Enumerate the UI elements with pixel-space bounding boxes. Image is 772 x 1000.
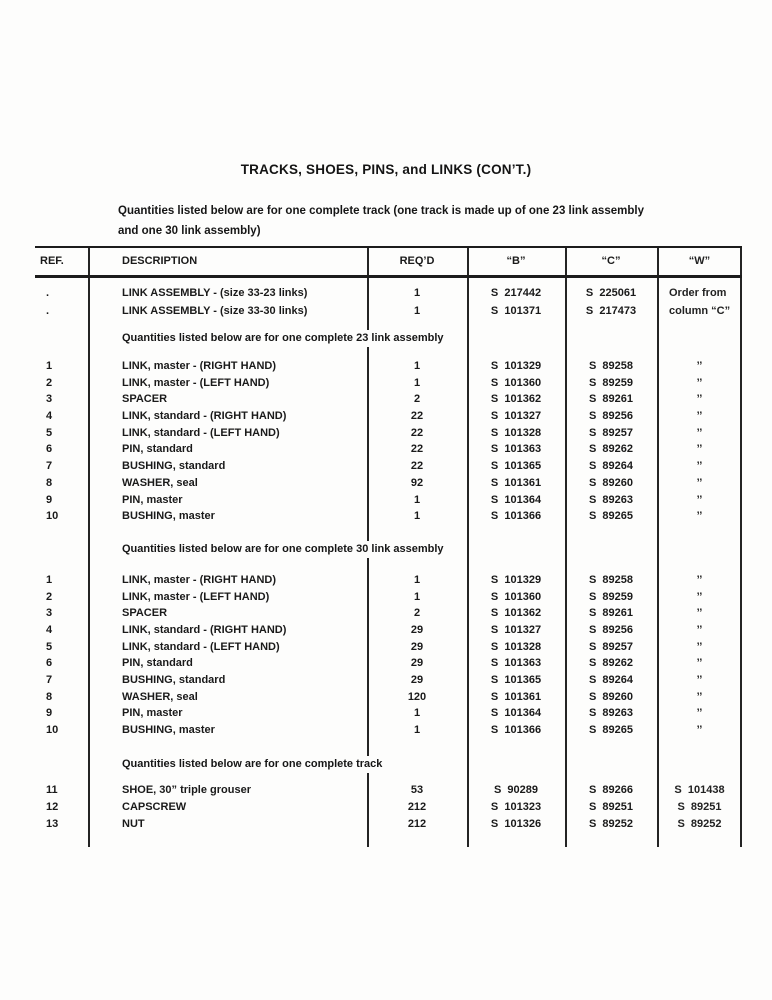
ref-cell: 11 [46, 783, 58, 796]
header-w: “W” [688, 255, 711, 267]
description-cell: LINK, standard - (RIGHT HAND) [122, 410, 287, 423]
description-cell: NUT [122, 817, 145, 830]
w-cell: ’’ [696, 460, 703, 473]
ref-cell: 6 [46, 657, 53, 670]
reqd-cell: 1 [413, 590, 421, 603]
b-cell: S 101329 [490, 360, 542, 372]
w-cell: ’’ [696, 573, 703, 586]
b-cell: S 101327 [490, 623, 542, 636]
w-cell: ’’ [696, 410, 703, 423]
ref-cell: 3 [46, 393, 53, 406]
c-cell: S 89260 [588, 690, 634, 703]
description-cell: LINK, master - (LEFT HAND) [122, 590, 270, 603]
description-cell: PIN, master [122, 707, 183, 720]
w-cell: ’’ [696, 707, 703, 720]
c-cell: S 89259 [588, 376, 634, 389]
description-cell: BUSHING, master [122, 510, 215, 523]
c-cell: S 89258 [588, 360, 634, 372]
table-row [35, 672, 742, 689]
c-cell: S 225061 [585, 287, 637, 299]
c-cell: S 89264 [588, 674, 634, 686]
description-cell: SHOE, 30” triple grouser [122, 783, 251, 796]
reqd-cell: 2 [413, 393, 421, 406]
ref-cell: 9 [46, 707, 53, 720]
b-cell: S 101364 [490, 493, 542, 506]
b-cell: S 101363 [490, 657, 542, 670]
table-row [35, 475, 742, 492]
b-cell: S 101328 [490, 426, 542, 439]
reqd-cell: 212 [407, 800, 427, 813]
table-row [35, 722, 742, 739]
ref-cell: 5 [46, 640, 53, 653]
table-row [35, 425, 742, 442]
ref-cell: 1 [46, 573, 53, 586]
table-row [35, 589, 742, 606]
c-cell: S 89257 [588, 426, 634, 439]
ref-cell: 2 [46, 590, 53, 603]
table-row [35, 391, 742, 408]
w-cell: ’’ [696, 476, 703, 489]
description-cell: LINK ASSEMBLY - (size 33-30 links) [122, 305, 308, 317]
table-row [35, 358, 742, 375]
intro-line-2: and one 30 link assembly) [118, 225, 261, 237]
c-cell: S 89261 [588, 393, 634, 406]
intro-note [118, 201, 678, 241]
description-cell: LINK ASSEMBLY - (size 33-23 links) [122, 287, 308, 299]
c-cell: S 89262 [588, 443, 634, 456]
description-cell: PIN, master [122, 493, 183, 506]
section-heading: Quantities listed below are for one complete 30 link assembly [122, 541, 452, 558]
ref-cell: 10 [46, 510, 59, 523]
ref-cell: . [46, 287, 50, 299]
w-cell: ’’ [696, 640, 703, 653]
w-cell: S 101438 [674, 783, 725, 796]
reqd-cell: 1 [413, 573, 421, 586]
b-cell: S 101361 [490, 690, 542, 703]
description-cell: BUSHING, standard [122, 674, 226, 686]
b-cell: S 101365 [490, 460, 542, 473]
b-cell: S 101366 [490, 510, 542, 523]
description-cell: BUSHING, standard [122, 460, 226, 473]
c-cell: S 89262 [588, 657, 634, 670]
header-c: “C” [601, 255, 621, 267]
ref-cell: . [46, 305, 50, 317]
ref-cell: 12 [46, 800, 59, 813]
header-reqd: REQ’D [399, 255, 435, 267]
table-row [35, 408, 742, 425]
c-cell: S 89257 [588, 640, 634, 653]
reqd-cell: 22 [410, 410, 424, 423]
b-cell: S 101360 [490, 590, 542, 603]
reqd-cell: 22 [410, 460, 424, 473]
description-cell: LINK, master - (LEFT HAND) [122, 376, 270, 389]
reqd-cell: 29 [410, 674, 424, 686]
header-b: “B” [506, 255, 526, 267]
description-cell: CAPSCREW [122, 800, 187, 813]
c-cell: S 89260 [588, 476, 634, 489]
section-heading-row [35, 330, 742, 347]
w-cell: ’’ [696, 590, 703, 603]
reqd-cell: 120 [407, 690, 427, 703]
description-cell: LINK, standard - (RIGHT HAND) [122, 623, 287, 636]
intro-line-1: Quantities listed below are for one complete track (one track is made up of one 23 link assembly [118, 205, 644, 217]
b-cell: S 101364 [490, 707, 542, 720]
ref-cell: 6 [46, 443, 53, 456]
w-cell: ’’ [696, 674, 703, 686]
w-cell: S 89251 [677, 800, 722, 813]
description-cell: WASHER, seal [122, 690, 198, 703]
ref-cell: 5 [46, 426, 53, 439]
ref-cell: 7 [46, 674, 53, 686]
reqd-cell: 22 [410, 443, 424, 456]
header-description: DESCRIPTION [122, 255, 198, 267]
w-cell: ’’ [696, 690, 703, 703]
c-cell: S 89263 [588, 707, 634, 720]
reqd-cell: 29 [410, 623, 424, 636]
c-cell: S 217473 [585, 305, 637, 317]
table-section [35, 330, 742, 525]
reqd-cell: 212 [407, 817, 427, 830]
c-cell: S 89263 [588, 493, 634, 506]
table-row [35, 441, 742, 458]
reqd-cell: 1 [413, 305, 421, 317]
reqd-cell: 53 [410, 783, 424, 796]
description-cell: LINK, standard - (LEFT HAND) [122, 640, 280, 653]
table-body [35, 284, 742, 833]
w-cell: ’’ [696, 493, 703, 506]
table-row [35, 689, 742, 706]
b-cell: S 101365 [490, 674, 542, 686]
reqd-cell: 1 [413, 493, 421, 506]
ref-cell: 10 [46, 724, 59, 737]
ref-cell: 4 [46, 410, 53, 423]
reqd-cell: 92 [410, 476, 424, 489]
reqd-cell: 1 [413, 510, 421, 523]
c-cell: S 89265 [588, 724, 634, 737]
reqd-cell: 1 [413, 376, 421, 389]
w-cell: ’’ [696, 376, 703, 389]
description-cell: PIN, standard [122, 443, 193, 456]
section-heading: Quantities listed below are for one complete 23 link assembly [122, 330, 452, 347]
reqd-cell: 1 [413, 707, 421, 720]
table-row [35, 639, 742, 656]
reqd-cell: 1 [413, 360, 421, 372]
b-cell: S 101360 [490, 376, 542, 389]
c-cell: S 89266 [588, 783, 634, 796]
ref-cell: 8 [46, 690, 53, 703]
w-cell: Order from [669, 287, 727, 299]
table-row [35, 799, 742, 816]
reqd-cell: 22 [410, 426, 424, 439]
ref-cell: 1 [46, 360, 53, 372]
c-cell: S 89261 [588, 607, 634, 620]
description-cell: LINK, standard - (LEFT HAND) [122, 426, 280, 439]
ref-cell: 3 [46, 607, 53, 620]
reqd-cell: 2 [413, 607, 421, 620]
c-cell: S 89251 [588, 800, 634, 813]
table-row [35, 375, 742, 392]
w-cell: ’’ [696, 443, 703, 456]
table-row [35, 302, 742, 320]
section-heading-row [35, 756, 742, 773]
ref-cell: 7 [46, 460, 53, 473]
c-cell: S 89264 [588, 460, 634, 473]
reqd-cell: 29 [410, 657, 424, 670]
table-row [35, 572, 742, 589]
w-cell: ’’ [696, 360, 703, 372]
ref-cell: 13 [46, 817, 59, 830]
ref-cell: 8 [46, 476, 53, 489]
table-row [35, 492, 742, 509]
c-cell: S 89252 [588, 817, 634, 830]
description-cell: SPACER [122, 393, 168, 406]
w-cell: ’’ [696, 393, 703, 406]
b-cell: S 101329 [490, 573, 542, 586]
c-cell: S 89256 [588, 410, 634, 423]
b-cell: S 101323 [490, 800, 542, 813]
table-row [35, 508, 742, 525]
w-cell: S 89252 [677, 817, 722, 830]
b-cell: S 101326 [490, 817, 542, 830]
page-title: TRACKS, SHOES, PINS, and LINKS (CON’T.) [240, 162, 532, 177]
w-cell: ’’ [696, 657, 703, 670]
c-cell: S 89259 [588, 590, 634, 603]
table-row [35, 816, 742, 833]
b-cell: S 101328 [490, 640, 542, 653]
description-cell: SPACER [122, 607, 168, 620]
b-cell: S 101362 [490, 607, 542, 620]
section-heading: Quantities listed below are for one complete track [122, 756, 390, 773]
section-heading-row [35, 541, 742, 558]
b-cell: S 101362 [490, 393, 542, 406]
reqd-cell: 1 [413, 287, 421, 299]
ref-cell: 9 [46, 493, 53, 506]
c-cell: S 89265 [588, 510, 634, 523]
description-cell: WASHER, seal [122, 476, 198, 489]
b-cell: S 217442 [490, 287, 542, 299]
description-cell: BUSHING, master [122, 724, 215, 737]
table-row [35, 458, 742, 475]
header-ref: REF. [40, 255, 64, 267]
reqd-cell: 1 [413, 724, 421, 737]
w-cell: ’’ [696, 623, 703, 636]
table-header-row [35, 248, 742, 278]
reqd-cell: 29 [410, 640, 424, 653]
description-cell: LINK, master - (RIGHT HAND) [122, 573, 277, 586]
b-cell: S 101327 [490, 410, 542, 423]
b-cell: S 90289 [493, 783, 539, 796]
b-cell: S 101363 [490, 443, 542, 456]
table-section [35, 541, 742, 739]
parts-table [35, 246, 742, 847]
table-row [35, 705, 742, 722]
b-cell: S 101371 [490, 305, 542, 317]
b-cell: S 101361 [490, 476, 542, 489]
w-cell: ’’ [696, 724, 703, 737]
w-cell: ’’ [696, 426, 703, 439]
w-cell: ’’ [696, 510, 703, 523]
table-row [35, 284, 742, 302]
table-row [35, 622, 742, 639]
ref-cell: 4 [46, 623, 53, 636]
table-section [35, 284, 742, 320]
c-cell: S 89258 [588, 573, 634, 586]
table-row [35, 655, 742, 672]
w-cell: column “C” [669, 305, 731, 317]
w-cell: ’’ [696, 607, 703, 620]
c-cell: S 89256 [588, 623, 634, 636]
table-row [35, 782, 742, 799]
b-cell: S 101366 [490, 724, 542, 737]
description-cell: LINK, master - (RIGHT HAND) [122, 360, 277, 372]
table-row [35, 605, 742, 622]
description-cell: PIN, standard [122, 657, 193, 670]
table-section [35, 756, 742, 833]
ref-cell: 2 [46, 376, 53, 389]
